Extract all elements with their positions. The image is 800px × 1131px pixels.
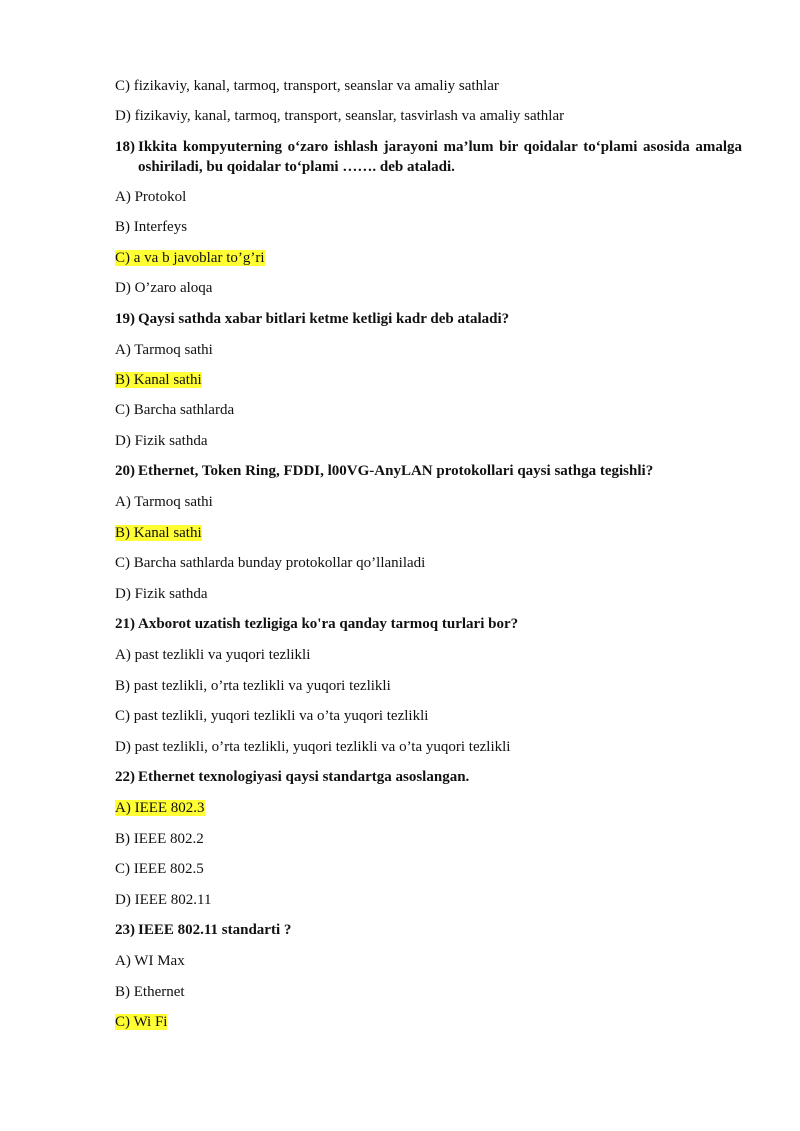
question-number: 20) — [115, 463, 135, 479]
question-text: IEEE 802.11 standarti ? — [138, 922, 292, 938]
question-text: Axborot uzatish tezligiga ko'ra qanday tarmoq turlari bor? — [138, 616, 519, 632]
answer-text: A) WI Max — [115, 953, 185, 969]
answer-option — [115, 676, 391, 696]
answer-option — [115, 645, 310, 665]
answer-text: A) Protokol — [115, 189, 187, 205]
answer-option-correct — [115, 523, 202, 543]
answer-option — [115, 890, 212, 910]
answer-text: D) Fizik sathda — [115, 433, 208, 449]
question-21 — [115, 614, 742, 634]
highlighted-answer-text: C) Wi Fi — [115, 1014, 168, 1030]
question-text: Ikkita kompyuterning o‘zaro ishlash jarayoni ma’lum bir qoidalar to‘plami asosida amalga oshiriladi, bu qoidalar to‘plami ……. deb ataladi. — [138, 139, 742, 175]
answer-option — [115, 553, 425, 573]
answer-text: C) past tezlikli, yuqori tezlikli va o’ta yuqori tezlikli — [115, 708, 429, 724]
highlighted-answer-text: B) Kanal sathi — [115, 525, 202, 541]
answer-option — [115, 982, 185, 1002]
answer-text: B) Interfeys — [115, 219, 188, 235]
answer-option — [115, 217, 187, 237]
question-text: Qaysi sathda xabar bitlari ketme ketligi kadr deb ataladi? — [138, 311, 510, 327]
answer-text: D) O’zaro aloqa — [115, 280, 213, 296]
question-number: 21) — [115, 616, 135, 632]
answer-text: C) Barcha sathlarda bunday protokollar qo’llaniladi — [115, 555, 426, 571]
answer-option — [115, 829, 204, 849]
answer-text: C) Barcha sathlarda — [115, 402, 235, 418]
question-18 — [115, 137, 742, 177]
answer-option — [115, 951, 185, 971]
answer-text: A) Tarmoq sathi — [115, 342, 213, 358]
answer-option — [115, 340, 213, 360]
highlighted-answer-text: C) a va b javoblar to’g’ri — [115, 250, 265, 266]
question-number: 18) — [115, 139, 135, 155]
answer-text: B) IEEE 802.2 — [115, 831, 204, 847]
answer-option — [115, 106, 564, 126]
answer-text: D) IEEE 802.11 — [115, 892, 212, 908]
answer-text: D) past tezlikli, o’rta tezlikli, yuqori tezlikli va o’ta yuqori tezlikli — [115, 739, 511, 755]
answer-option-correct — [115, 248, 265, 268]
answer-option — [115, 76, 499, 96]
answer-option-correct — [115, 798, 205, 818]
answer-text: D) Fizik sathda — [115, 586, 208, 602]
answer-text: B) past tezlikli, o’rta tezlikli va yuqori tezlikli — [115, 678, 391, 694]
answer-option — [115, 431, 207, 451]
question-23 — [115, 920, 742, 940]
question-20 — [115, 461, 742, 481]
answer-option-correct — [115, 1012, 167, 1032]
answer-option — [115, 737, 510, 757]
question-number: 22) — [115, 769, 135, 785]
answer-text: A) Tarmoq sathi — [115, 494, 213, 510]
answer-option — [115, 492, 213, 512]
question-number: 19) — [115, 311, 135, 327]
answer-option — [115, 400, 234, 420]
answer-option-correct — [115, 370, 202, 390]
answer-text: D) fizikaviy, kanal, tarmoq, transport, seanslar, tasvirlash va amaliy sathlar — [115, 108, 565, 124]
answer-option — [115, 278, 212, 298]
highlighted-answer-text: B) Kanal sathi — [115, 372, 202, 388]
answer-text: B) Ethernet — [115, 984, 185, 1000]
question-text: Ethernet texnologiyasi qaysi standartga asoslangan. — [138, 769, 470, 785]
answer-text: A) past tezlikli va yuqori tezlikli — [115, 647, 311, 663]
question-19 — [115, 309, 742, 329]
question-22 — [115, 767, 742, 787]
answer-option — [115, 859, 204, 879]
question-number: 23) — [115, 922, 135, 938]
answer-text: C) fizikaviy, kanal, tarmoq, transport, seanslar va amaliy sathlar — [115, 78, 499, 94]
highlighted-answer-text: A) IEEE 802.3 — [115, 800, 205, 816]
question-text: Ethernet, Token Ring, FDDI, l00VG-AnyLAN protokollari qaysi sathga tegishli? — [138, 463, 654, 479]
answer-option — [115, 187, 186, 207]
answer-option — [115, 584, 207, 604]
answer-text: C) IEEE 802.5 — [115, 861, 204, 877]
answer-option — [115, 706, 428, 726]
